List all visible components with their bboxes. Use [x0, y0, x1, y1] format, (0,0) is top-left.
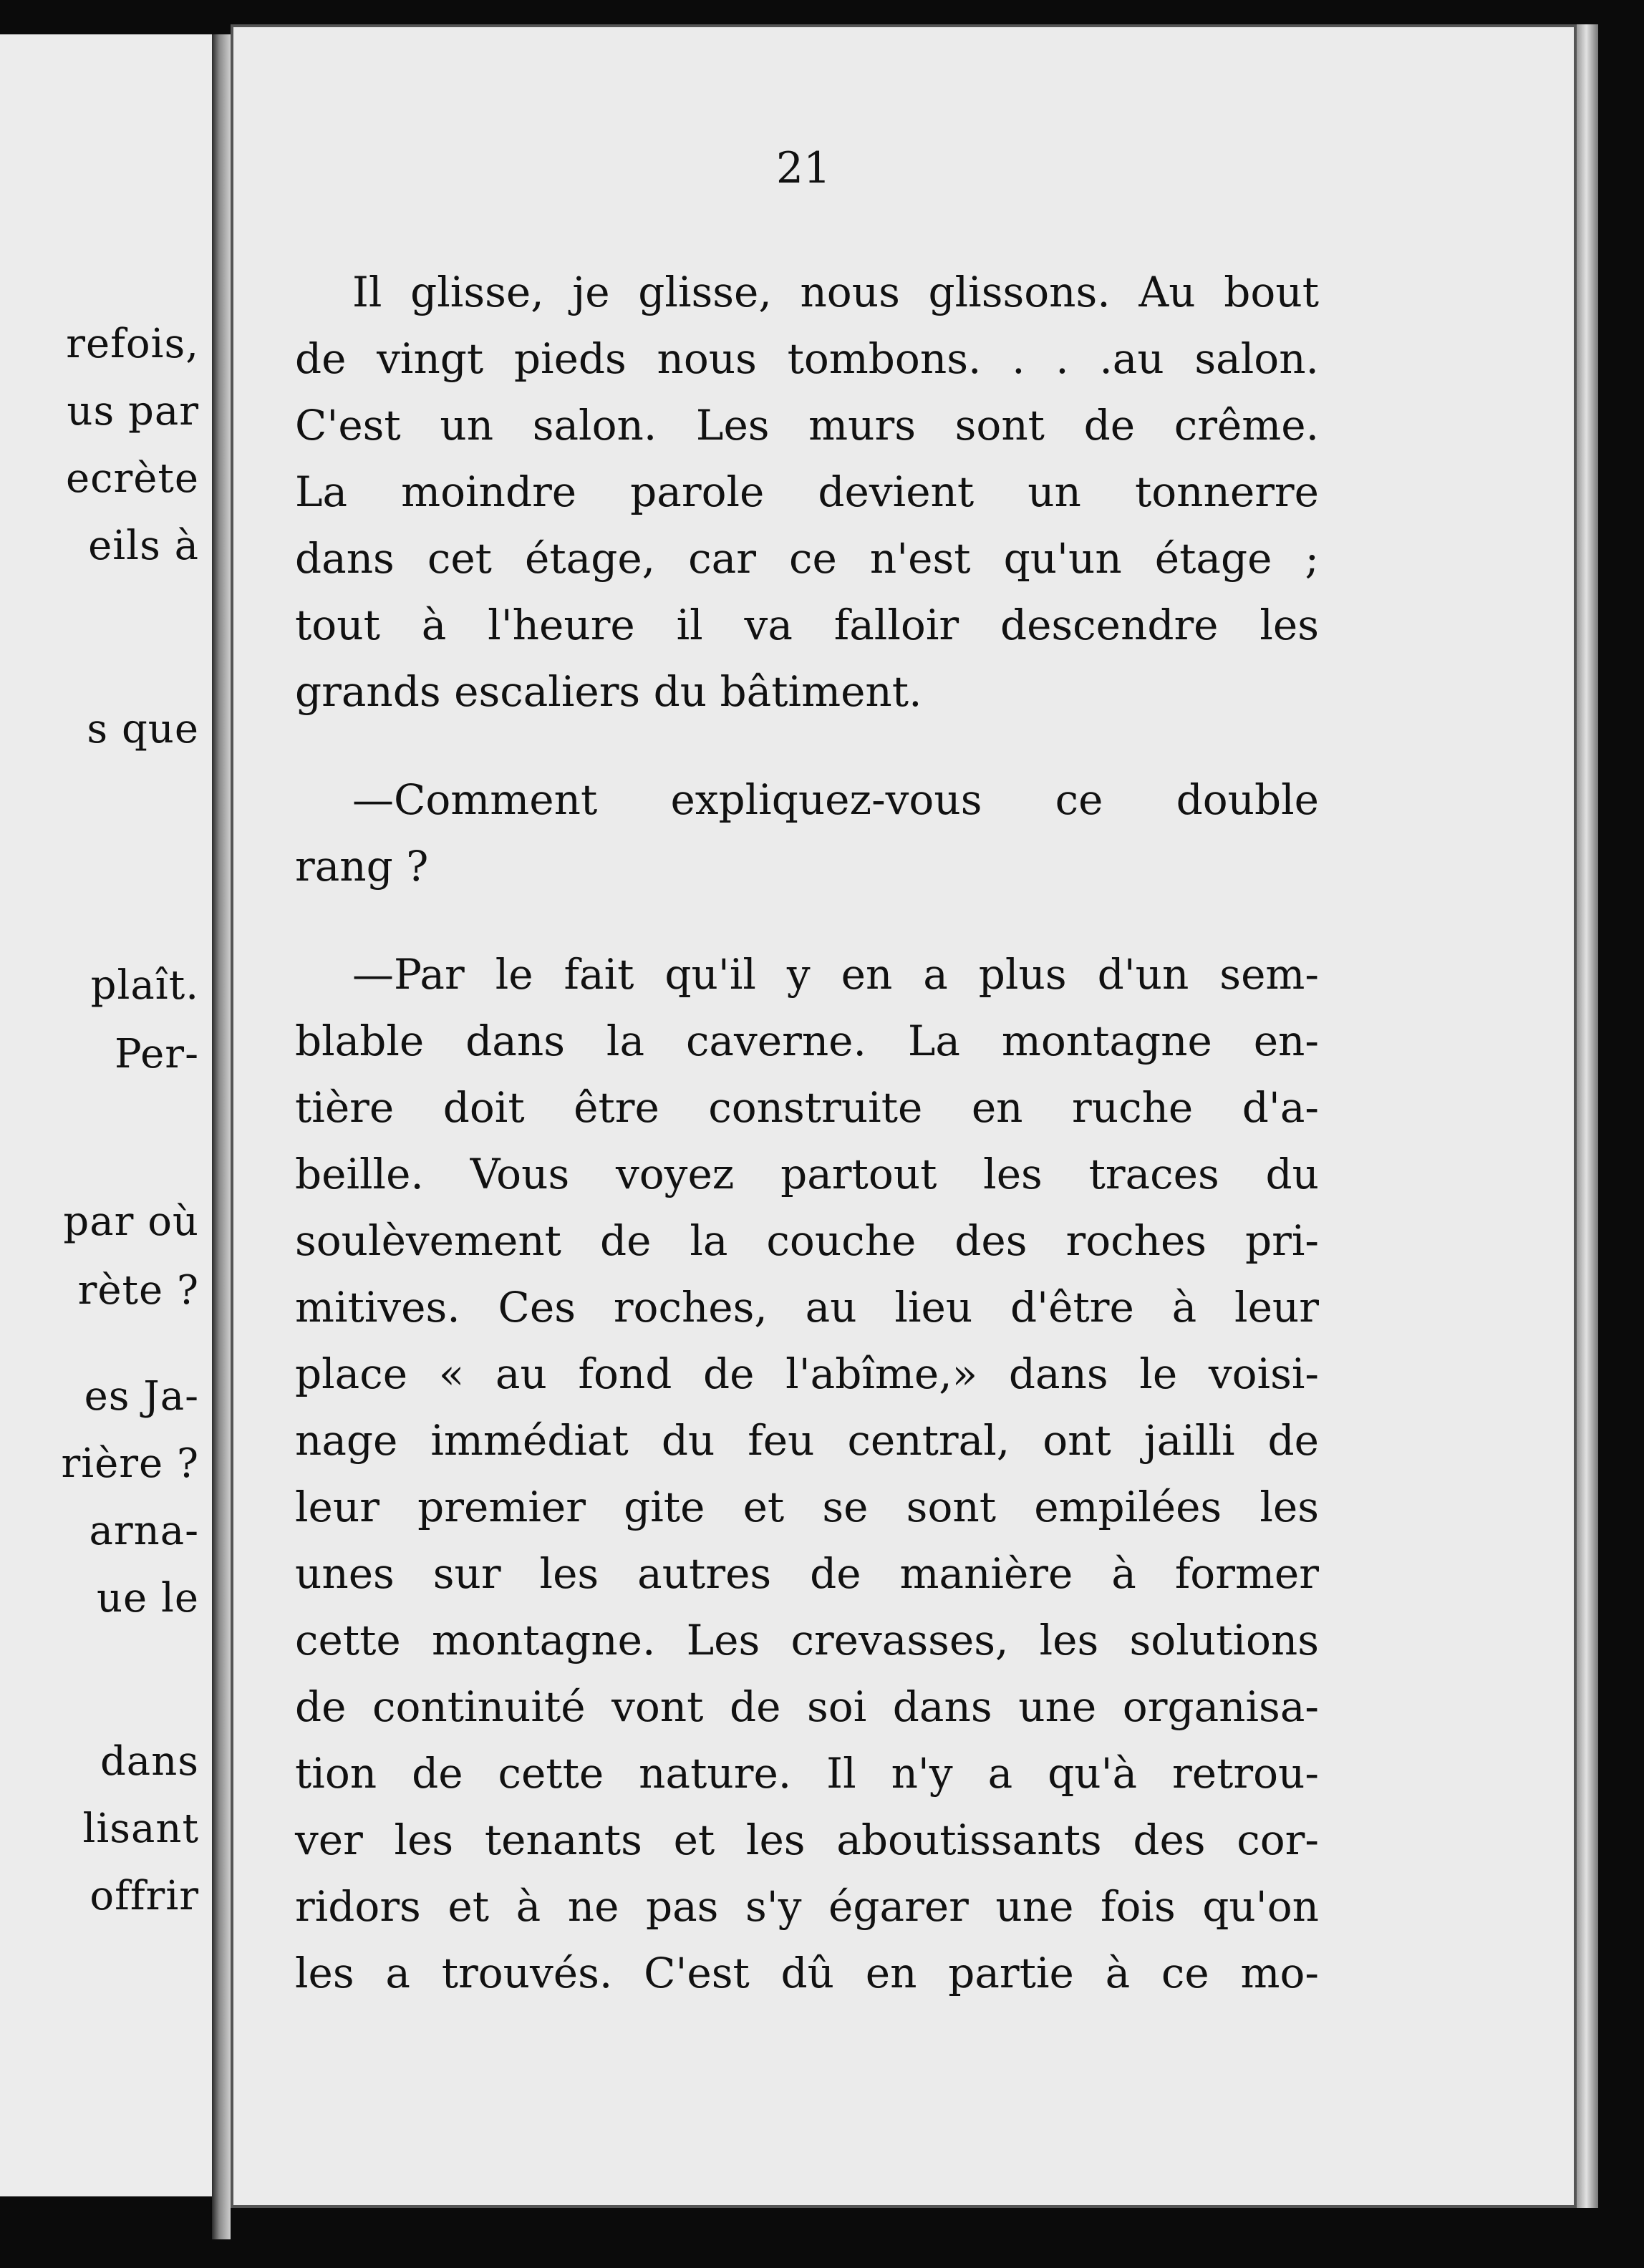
paragraph: [295, 259, 1319, 725]
text-line: rang ?: [295, 842, 429, 891]
left-line: offrir: [90, 1873, 199, 1919]
text-line: Il glisse, je glisse, nous glissons. Au bout: [352, 268, 1319, 316]
text-line: ver les tenants et les aboutissants des cor-: [295, 1816, 1319, 1864]
page-number: 21: [775, 143, 831, 193]
left-line: lisant: [82, 1806, 199, 1852]
left-line: ue le: [96, 1575, 199, 1622]
text-line: La moindre parole devient un tonnerre: [295, 467, 1319, 516]
left-line: refois,: [66, 321, 199, 367]
page-edge: [1577, 24, 1598, 2208]
text-line: grands escaliers du bâtiment.: [295, 667, 922, 716]
text-line: de continuité vont de soi dans une organisa-: [295, 1682, 1319, 1731]
text-line: soulèvement de la couche des roches pri-: [295, 1216, 1319, 1265]
left-line: ecrète: [65, 455, 199, 502]
text-line: mitives. Ces roches, au lieu d'être à leur: [295, 1283, 1319, 1332]
text-line: place « au fond de l'abîme,» dans le voisi-: [295, 1349, 1319, 1398]
paragraph: [295, 941, 1319, 2007]
text-line: tion de cette nature. Il n'y a qu'à retrou-: [295, 1749, 1319, 1798]
text-line: cette montagne. Les crevasses, les solutions: [295, 1616, 1319, 1664]
text-line: tout à l'heure il va falloir descendre les: [295, 601, 1319, 649]
left-page-fragment: [0, 34, 212, 2196]
text-line: dans cet étage, car ce n'est qu'un étage ;: [295, 534, 1319, 583]
text-line: blable dans la caverne. La montagne en-: [295, 1017, 1319, 1065]
left-line: Per-: [115, 1031, 199, 1077]
text-line: leur premier gite et se sont empilées les: [295, 1483, 1319, 1531]
text-line: —Comment expliquez-vous ce double: [352, 775, 1319, 824]
page-body: [295, 259, 1319, 2007]
text-line: C'est un salon. Les murs sont de crême.: [295, 401, 1319, 450]
book-gutter: [212, 34, 231, 2239]
left-line: arna-: [89, 1508, 199, 1554]
text-line: les a trouvés. C'est dû en partie à ce mo-: [295, 1949, 1319, 1997]
text-line: nage immédiat du feu central, ont jailli de: [295, 1416, 1319, 1465]
left-line: s que: [87, 706, 199, 752]
text-line: de vingt pieds nous tombons. . . .au salon.: [295, 334, 1319, 383]
left-line: eils à: [88, 523, 199, 569]
left-line: rète ?: [77, 1267, 199, 1314]
left-line: par où: [63, 1198, 199, 1245]
paragraph: [295, 767, 1319, 900]
left-line: plaît.: [90, 962, 199, 1009]
left-line: es Ja-: [84, 1373, 199, 1420]
text-line: unes sur les autres de manière à former: [295, 1549, 1319, 1598]
text-line: ridors et à ne pas s'y égarer une fois qu'on: [295, 1882, 1319, 1931]
left-line: rière ?: [61, 1440, 199, 1487]
left-line: us par: [67, 388, 199, 435]
text-line: tière doit être construite en ruche d'a-: [295, 1083, 1319, 1132]
text-line: —Par le fait qu'il y en a plus d'un sem-: [352, 950, 1319, 999]
text-line: beille. Vous voyez partout les traces du: [295, 1150, 1319, 1198]
left-line: dans: [100, 1738, 199, 1785]
